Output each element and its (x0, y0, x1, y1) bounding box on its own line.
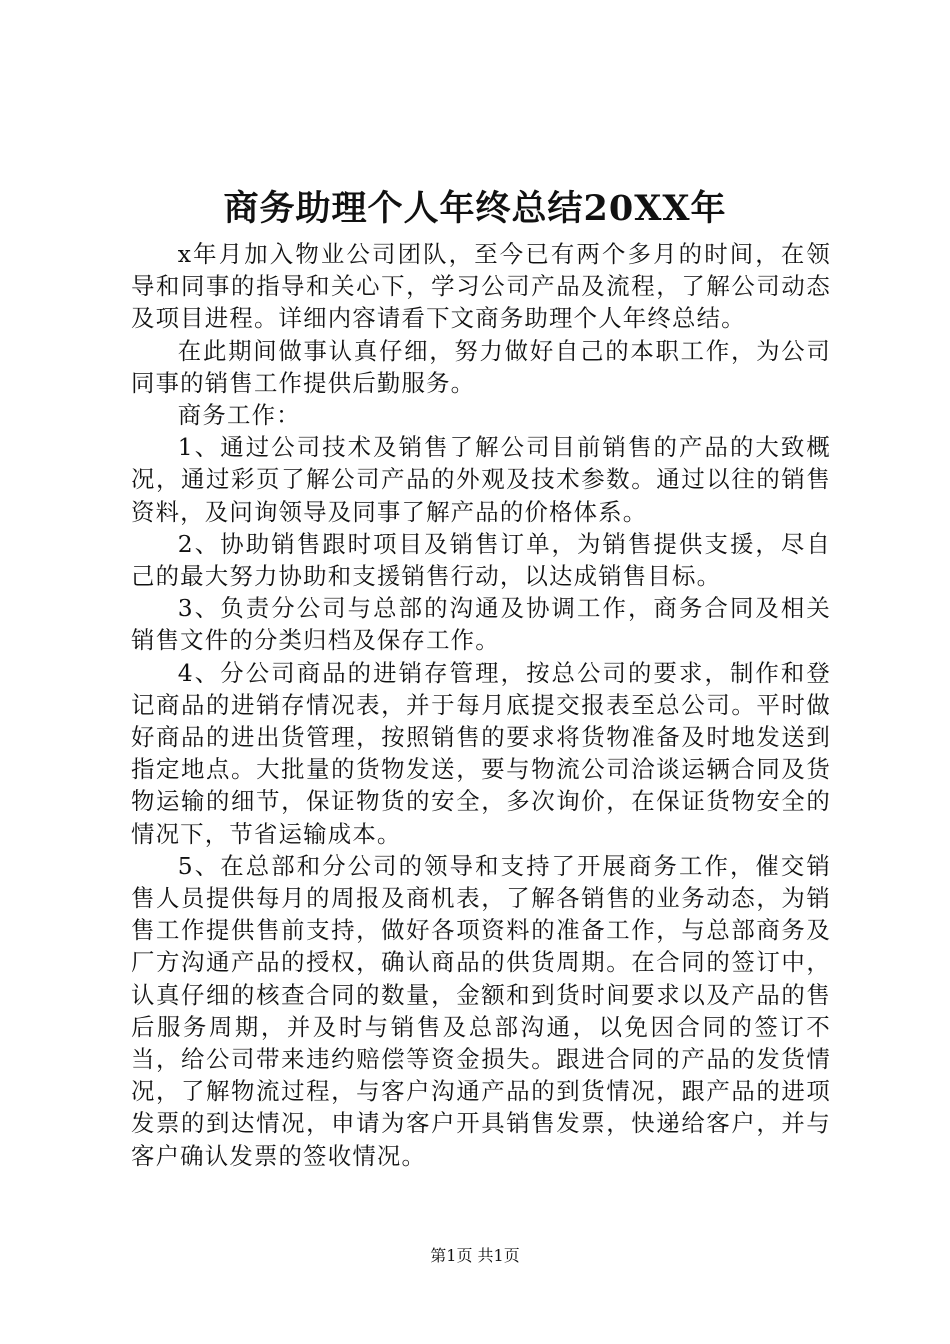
paragraph-intro: x年月加入物业公司团队，至今已有两个多月的时间，在领导和同事的指导和关心下，学习公司产品及流程，了解公司动态及项目进程。详细内容请看下文商务助理个人年终总结。 (131, 240, 831, 333)
paragraph-item-2: 2、协助销售跟时项目及销售订单，为销售提供支援，尽自己的最大努力协助和支援销售行动，以达成销售目标。 (131, 529, 831, 591)
paragraph-section-heading: 商务工作： (177, 401, 301, 430)
paragraph-item-5: 5、在总部和分公司的领导和支持了开展商务工作，催交销售人员提供每月的周报及商机表，了解各销售的业务动态，为销售工作提供售前支持，做好各项资料的准备工作，与总部商务及厂方沟通产品的授权，确认商品的供货周期。在合同的签订中，认真仔细的核查合同的数量，金额和到货时间要求以及产品的售后服务周期，并及时与销售及总部沟通，以免因合同的签订不当，给公司带来违约赔偿等资金损失。跟进合同的产品的发货情况，了解物流过程，与客户沟通产品的到货情况，跟产品的进项发票的到达情况，申请为客户开具销售发票，快递给客户，并与客户确认发票的签收情况。 (131, 851, 831, 1170)
paragraph-duty: 在此期间做事认真仔细，努力做好自己的本职工作，为公司同事的销售工作提供后勤服务。 (131, 336, 831, 397)
page-number-footer: 第1页 共1页 (430, 1246, 520, 1265)
document-body (131, 238, 831, 1172)
paragraph-item-3: 3、负责分公司与总部的沟通及协调工作，商务合同及相关销售文件的分类归档及保存工作。 (131, 594, 831, 655)
paragraph-item-1: 1、通过公司技术及销售了解公司目前销售的产品的大致概况，通过彩页了解公司产品的外观及技术参数。通过以往的销售资料，及问询领导及同事了解产品的价格体系。 (131, 433, 831, 526)
paragraph-item-4: 4、分公司商品的进销存管理，按总公司的要求，制作和登记商品的进销存情况表，并于每月底提交报表至总公司。平时做好商品的进出货管理，按照销售的要求将货物准备及时地发送到指定地点。大批量的货物发送，要与物流公司洽谈运辆合同及货物运输的细节，保证物货的安全，多次询价，在保证货物安全的情况下，节省运输成本。 (131, 658, 831, 848)
document-title: 商务助理个人年终总结20XX年 (223, 188, 727, 229)
